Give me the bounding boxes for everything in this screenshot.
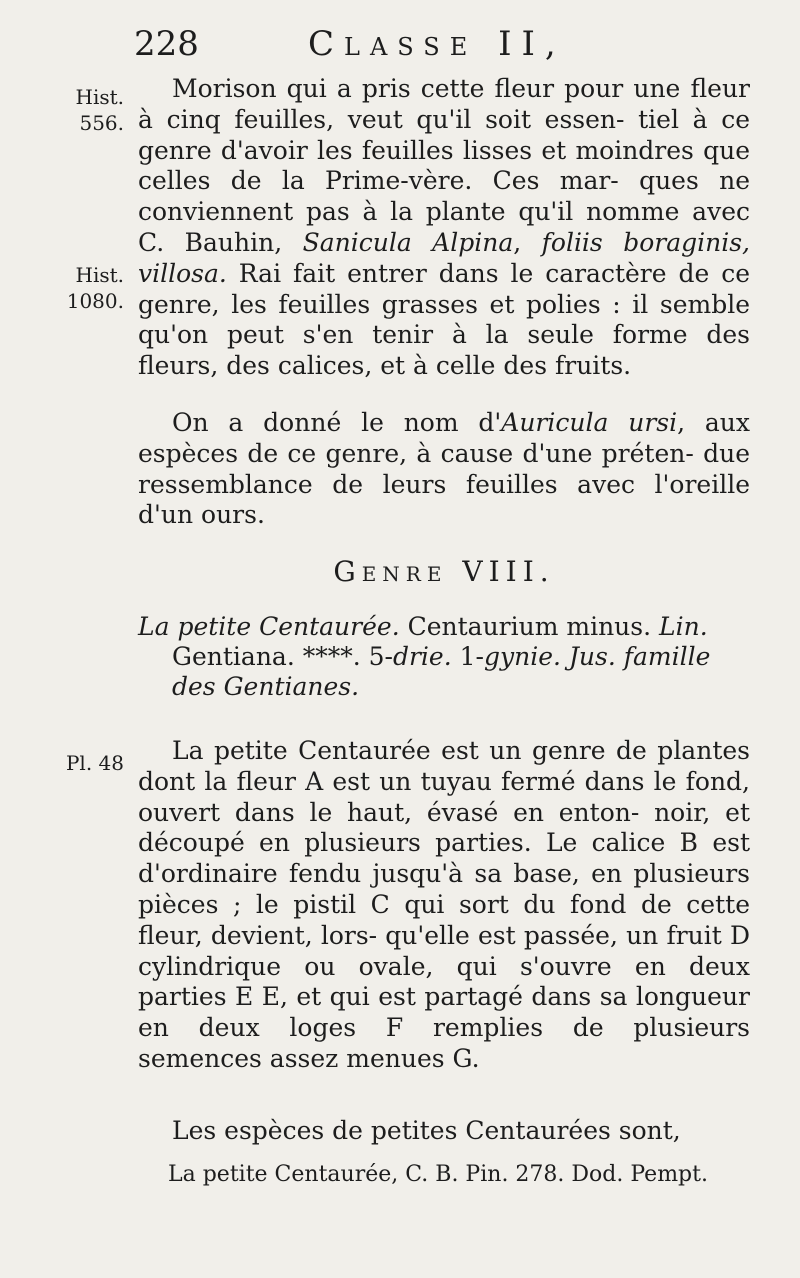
text-line: Rai fait entrer dans [226, 258, 499, 288]
text-line: à celle des fruits. [413, 351, 632, 381]
class-title: Classe II, [308, 24, 566, 64]
paragraph-species [138, 1116, 750, 1147]
footer-reference: La petite Centaurée, C. B. Pin. 278. Dod. Pempt. [168, 1162, 708, 1187]
paragraph-description [138, 736, 750, 1075]
family-term: gynie. Jus. famille des Gentianes. [172, 642, 711, 701]
text-line: ques ne conviennent pas à la plante qu'il [138, 166, 750, 227]
margin-note-text: Pl. 48 [65, 751, 124, 775]
text-line: Gentiana. ****. 5- [172, 642, 393, 671]
margin-note-text: 556. [79, 111, 124, 135]
margin-note-text: 1080. [66, 289, 124, 313]
margin-note-text: Hist. [75, 263, 124, 287]
text-line: le caractère de ce genre, les feuilles grasses [138, 258, 751, 319]
text-line: Morison qui a pris cette fleur pour une [172, 74, 681, 103]
page-header [134, 24, 754, 68]
text-line: , [513, 227, 522, 257]
author-abbrev: Lin. [659, 612, 708, 641]
text-line: 1- [451, 642, 484, 671]
text-line: On a donné le nom d' [172, 408, 502, 437]
latin-name: Auricula ursi [501, 408, 678, 437]
text-line: , aux espèces de ce genre, à cause d'une préten- due ressemblance de leurs feuilles avec l'oreille d'un ours. [138, 408, 751, 530]
margin-note-plate [40, 750, 124, 776]
genre-heading: Genre VIII. [333, 555, 555, 588]
latin-name: foliis boraginis, villosa. [138, 227, 750, 288]
margin-note-text: Hist. [75, 85, 124, 109]
margin-note-hist-1 [40, 84, 124, 136]
text-line: moindres que celles de la Prime-vère. Ces mar- [138, 135, 750, 196]
synonymy [138, 612, 750, 702]
paragraph-auricula [138, 408, 750, 531]
text-line: à la seule forme des fleurs, des calices, et [138, 320, 750, 381]
paragraph-morison [138, 74, 750, 382]
description-text: La petite Centaurée est un genre de plantes dont la fleur A est un tuyau fermé dans le fond, ouvert dans le haut, évasé en enton- noir, et découpé en plusieurs parties. Le calice B est d'ordinaire fendu jusqu'à sa base, en plusieurs pièces ; le pistil C qui sort du fond de cette fleur, devient, lors- qu'elle est passée, un fruit D cylindrique ou ovale, qui s'ouvre en deux parties E E, et qui est partagé dans sa longueur en deux loges F remplies de plusieurs semences assez menues G. [138, 736, 750, 1073]
margin-note-hist-2 [40, 262, 124, 314]
class-term: drie. [392, 642, 452, 671]
text-line: fleur à cinq feuilles, veut qu'il soit essen- [138, 74, 750, 134]
species-intro: Les espèces de petites Centaurées sont, [172, 1116, 681, 1145]
text-line: tiel à ce genre d'avoir les feuilles lisses et [138, 104, 750, 165]
species-name: La petite Centaurée. [138, 612, 400, 641]
latin-name: Sanicula Alpina [302, 227, 514, 257]
text-line: Centaurium minus. [399, 612, 660, 641]
page-number: 228 [134, 24, 199, 64]
text-line: nomme avec C. Bauhin, [138, 197, 750, 257]
text-line: et polies : il semble qu'on peut s'en tenir [138, 289, 750, 350]
